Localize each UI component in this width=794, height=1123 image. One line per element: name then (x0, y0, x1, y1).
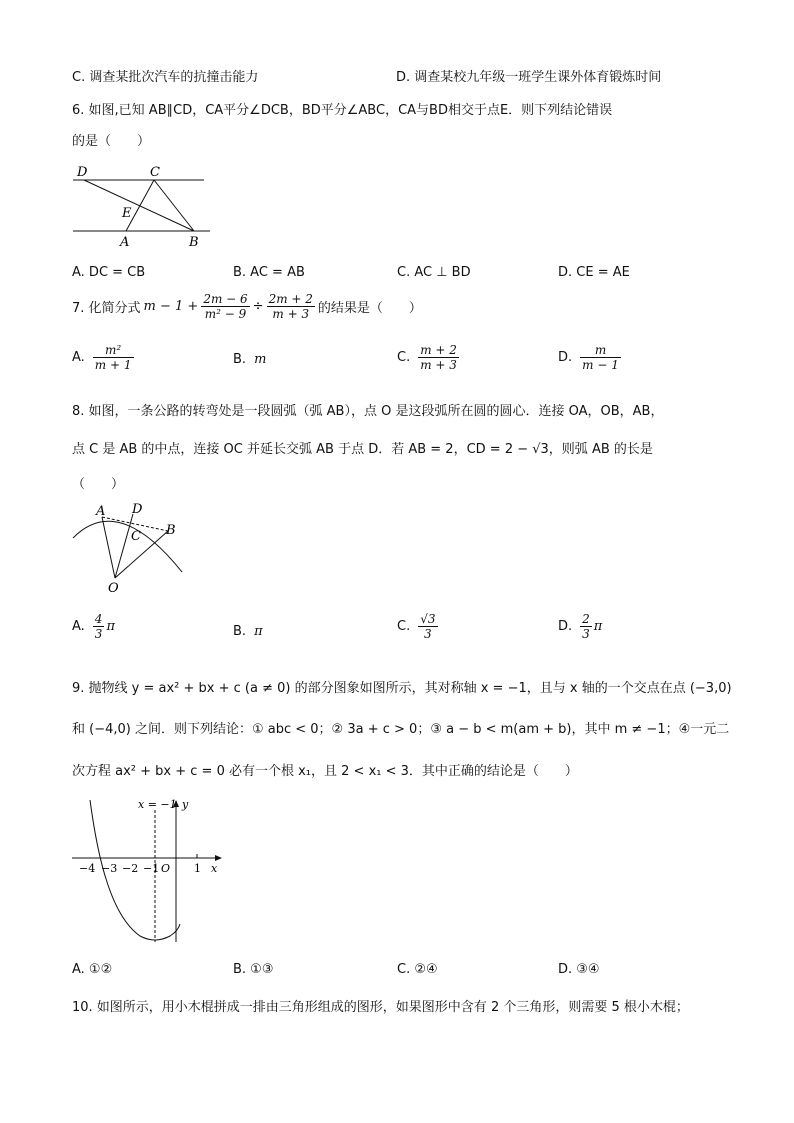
q7-option-c-numerator: m + 2 (420, 343, 457, 357)
q7-option-d-numerator: m (580, 343, 621, 358)
q6-stem-line2: 的是（ ） (72, 134, 151, 149)
q8-option-c-numerator: √3 (420, 612, 436, 626)
q9-tick-label-neg4: −4 (79, 862, 96, 875)
q8-label-c: C (131, 529, 141, 544)
q6-label-d: D (77, 165, 88, 180)
q6-segment-db (84, 180, 194, 231)
q7-option-a-denominator: m + 1 (94, 358, 132, 372)
q9-option-b: B. ①③ (233, 962, 274, 977)
q7-option-d (558, 343, 621, 372)
q7-stem-prefix: 7. 化简分式 (72, 301, 141, 316)
q9-stem-line2: 和 (−4,0) 之间．则下列结论：① abc < 0；② 3a + c > 0；③ a − b < m(am + b)，其中 m ≠ −1；④一元二 (72, 722, 730, 737)
q7-option-a-label: A. (72, 350, 85, 365)
q7-stem (72, 292, 422, 321)
q7-fraction-1 (201, 292, 249, 321)
q7-fraction-2 (267, 292, 315, 321)
q8-option-b-label: B. (233, 624, 247, 639)
q7-option-c-fraction (418, 343, 459, 372)
q9-graph (70, 796, 230, 948)
q7-stem-suffix: 的结果是（ ） (317, 301, 422, 316)
q8-stem-line1: 8. 如图，一条公路的转弯处是一段圆弧（弧 AB），点 O 是这段弧所在圆的圆心．连接 OA，OB，AB， (72, 404, 664, 419)
q8-label-o: O (108, 581, 119, 596)
q6-option-c: C. AC ⊥ BD (397, 265, 471, 280)
q6-stem-line1: 6. 如图,已知 AB∥CD，CA平分∠DCB，BD平分∠ABC，CA与BD相交于点E．则下列结论错误 (72, 103, 613, 118)
q6-label-b: B (189, 235, 199, 250)
q9-stem-line3: 次方程 ax² + bx + c = 0 必有一个根 x₁，且 2 < x₁ < 3．其中正确的结论是（ ） (72, 764, 578, 779)
q8-option-c-fraction (418, 612, 437, 641)
q8-option-d-pi: π (593, 619, 603, 634)
q8-option-c (397, 612, 438, 641)
q7-option-b (233, 352, 266, 367)
q7-option-d-fraction (580, 343, 621, 372)
q7-fraction-2-denominator: m + 3 (272, 307, 310, 321)
q8-option-b-value: π (254, 624, 263, 639)
q8-option-a-fraction (93, 612, 105, 641)
q8-segment-oa (102, 517, 115, 578)
q6-option-a: A. DC = CB (72, 265, 146, 280)
q8-segment-ob (115, 531, 168, 578)
q7-option-a-fraction (93, 343, 134, 372)
q8-option-d-numerator: 2 (582, 612, 590, 626)
q9-symmetry-axis-label: x = −1 (138, 798, 177, 811)
q7-option-c-label: C. (397, 350, 411, 365)
q9-stem-line1: 9. 抛物线 y = ax² + bx + c (a ≠ 0) 的部分图象如图所示，其对称轴 x = −1，且与 x 轴的一个交点在点 (−3,0) (72, 681, 732, 696)
q8-option-a-pi: π (106, 619, 115, 634)
q7-expr-a: m − 1 + (143, 299, 199, 314)
q10-stem-line1: 10. 如图所示，用小木棍拼成一排由三角形组成的图形，如果图形中含有 2 个三角形，则需要 5 根小木棍； (72, 1000, 689, 1015)
q7-option-d-denominator: m − 1 (582, 358, 619, 372)
q8-option-b (233, 624, 263, 639)
q8-label-d: D (132, 502, 143, 517)
q9-origin-label: O (161, 862, 171, 875)
q5-option-c: C. 调查某批次汽车的抗撞击能力 (72, 70, 259, 85)
q8-option-a-denominator: 3 (94, 627, 103, 641)
q5-option-d: D. 调查某校九年级一班学生课外体育锻炼时间 (396, 70, 662, 85)
q7-fraction-2-numerator: 2m + 2 (268, 292, 313, 306)
q7-divide-sign: ÷ (252, 299, 264, 314)
q9-option-a: A. ①② (72, 962, 113, 977)
q8-option-d-denominator: 3 (582, 627, 590, 641)
q8-stem-line3: （ ） (72, 477, 125, 492)
q8-stem-line2: 点 C 是 AB 的中点，连接 OC 并延长交弧 AB 于点 D．若 AB = 2，CD = 2 − √3，则弧 AB 的长是 (72, 442, 653, 457)
q9-tick-label-neg2: −2 (122, 862, 139, 875)
q9-tick-label-1: 1 (194, 862, 201, 875)
q7-option-d-label: D. (558, 350, 573, 365)
q8-option-a-numerator: 4 (94, 612, 103, 626)
q8-option-a (72, 612, 115, 641)
q7-option-b-label: B. (233, 352, 247, 367)
q8-option-c-denominator: 3 (424, 627, 432, 641)
q6-option-b: B. AC = AB (233, 265, 305, 280)
q8-option-d-fraction (580, 612, 592, 641)
q6-label-c: C (150, 165, 160, 180)
q7-fraction-1-denominator: m² − 9 (204, 307, 247, 321)
q9-tick-label-neg3: −3 (101, 862, 118, 875)
q7-option-b-value: m (254, 352, 267, 367)
q8-option-d (558, 612, 602, 641)
q7-option-c (397, 343, 459, 372)
q8-figure (68, 500, 188, 596)
q7-option-a (72, 343, 134, 372)
q8-option-d-label: D. (558, 619, 573, 634)
q9-x-label: x (211, 862, 218, 875)
q9-x-axis-arrow (215, 855, 222, 861)
q6-label-a: A (120, 235, 130, 250)
q7-option-c-denominator: m + 3 (420, 358, 457, 372)
q6-segment-cb (154, 180, 194, 231)
q6-option-d: D. CE = AE (558, 265, 630, 280)
q6-label-e: E (122, 206, 132, 221)
q9-y-label: y (182, 798, 189, 811)
q7-option-a-numerator: m² (93, 343, 134, 358)
q9-tick-label-neg1: −1 (143, 862, 160, 875)
q8-option-c-label: C. (397, 619, 411, 634)
q8-option-a-label: A. (72, 619, 85, 634)
q9-option-d: D. ③④ (558, 962, 600, 977)
q9-option-c: C. ②④ (397, 962, 438, 977)
q8-label-a: A (96, 504, 106, 519)
q8-label-b: B (166, 523, 176, 538)
q7-fraction-1-numerator: 2m − 6 (203, 292, 248, 306)
q6-figure (68, 160, 218, 252)
